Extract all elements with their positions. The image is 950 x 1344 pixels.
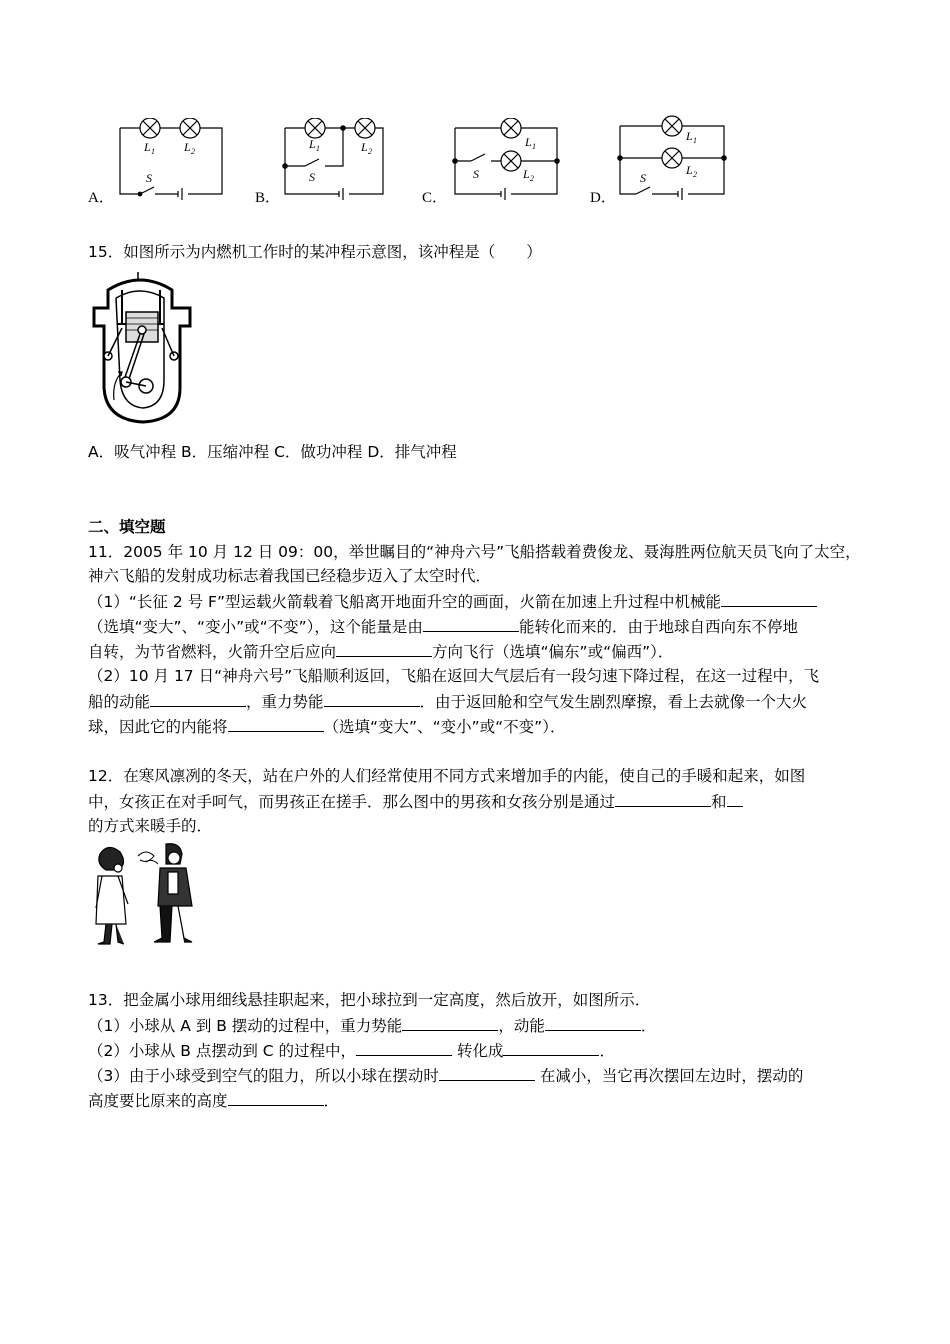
q11-part1-text: （选填“变大”、“变小”或“不变”），这个能量是由 [88, 618, 423, 636]
lamp-l1-subscript: 1 [316, 144, 320, 153]
circuit-diagram-b [275, 118, 390, 202]
answer-blank[interactable] [439, 1065, 535, 1081]
lamp-l1-label: L [686, 129, 693, 143]
lamp-l1-subscript: 1 [151, 147, 155, 156]
q13-part3 [88, 1065, 803, 1086]
q15-options: A．吸气冲程 B．压缩冲程 C．做功冲程 D．排气冲程 [88, 443, 457, 461]
option-b-label: B． [255, 190, 281, 206]
q13-part4 [88, 1090, 339, 1111]
q13-line1: 13．把金属小球用细线悬挂职起来，把小球拉到一定高度，然后放开，如图所示． [88, 991, 651, 1009]
q13-part2 [88, 1040, 615, 1061]
q11-part1-text: （1）“长征 2 号 F”型运载火箭载着飞船离开地面升空的画面，火箭在加速上升过程中机械能 [88, 593, 721, 611]
answer-blank[interactable] [615, 791, 711, 807]
lamp-l2-subscript: 2 [191, 147, 195, 156]
option-c-label: C． [422, 190, 448, 206]
q15-stem: 15．如图所示为内燃机工作时的某冲程示意图，该冲程是（ ） [88, 243, 542, 261]
q13-text: （1）小球从 A 到 B 摆动的过程中，重力势能 [88, 1017, 403, 1035]
q11-part1-line3 [88, 641, 673, 662]
engine-stroke-diagram [88, 268, 198, 430]
answer-blank[interactable] [150, 691, 246, 707]
q13-text: ． [640, 1017, 657, 1035]
q11-part2-text: （选填“变大”、“变小”或“不变”）． [323, 718, 566, 736]
q13-text: （3）由于小球受到空气的阻力，所以小球在摆动时 [88, 1067, 439, 1085]
q13-text: 高度要比原来的高度 [88, 1092, 228, 1110]
q13-text: 转化成 [456, 1042, 504, 1060]
switch-label: S [146, 171, 152, 185]
boy-girl-warming-hands-image [88, 842, 198, 947]
q11-part1-line1 [88, 591, 817, 612]
switch-label: S [473, 167, 479, 181]
option-a-label: A． [88, 190, 114, 206]
q13-text: ． [599, 1042, 615, 1060]
answer-blank[interactable] [336, 641, 432, 657]
lamp-l2-label: L [523, 167, 530, 181]
answer-blank[interactable] [228, 716, 324, 732]
q11-part2-text: ，重力势能 [246, 693, 324, 711]
circuit-diagram-a [110, 118, 230, 202]
switch-label: S [309, 170, 315, 184]
q11-part2-text: ．由于返回舱和空气发生剧烈摩擦，看上去就像一个大火 [419, 693, 808, 711]
q11-part2-text: 球，因此它的内能将 [88, 718, 228, 736]
lamp-l1-label: L [525, 135, 532, 149]
q11-part2-line2 [88, 691, 807, 712]
answer-blank[interactable] [356, 1040, 452, 1056]
q12-line3: 的方式来暖手的． [88, 817, 213, 835]
answer-blank[interactable] [324, 691, 420, 707]
q11-part1-text: 自转，为节省燃料，火箭升空后应向 [88, 643, 337, 661]
q12-line1: 12．在寒风凛冽的冬天，站在户外的人们经常使用不同方式来增加手的内能，使自己的手暖和起来，如图 [88, 767, 806, 785]
lamp-l1-subscript: 1 [532, 142, 536, 151]
lamp-l2-label: L [361, 140, 368, 154]
lamp-l2-subscript: 2 [368, 147, 372, 156]
lamp-l1-label: L [144, 140, 151, 154]
q11-part1-line2 [88, 616, 798, 637]
q11-line2: 神六飞船的发射成功标志着我国已经稳步迈入了太空时代． [88, 567, 492, 585]
q13-text: ． [323, 1092, 340, 1110]
lamp-l1-label: L [309, 137, 316, 151]
answer-blank[interactable] [545, 1015, 641, 1031]
answer-blank[interactable] [503, 1040, 599, 1056]
q11-part1-text: 方向飞行（选填“偏东”或“偏西”）． [432, 643, 674, 661]
answer-blank[interactable] [423, 616, 519, 632]
answer-blank[interactable] [727, 791, 743, 807]
q12-text: 中，女孩正在对手呵气，而男孩正在搓手．那么图中的男孩和女孩分别是通过 [88, 793, 616, 811]
circuit-diagram-c [445, 118, 565, 202]
q13-text: ，动能 [498, 1017, 545, 1035]
q11-part2-line1: （2）10 月 17 日“神舟六号”飞船顺利返回，飞船在返回大气层后有一段匀速下降过程，在这一过程中，飞 [88, 667, 820, 685]
q13-text: （2）小球从 B 点摆动到 C 的过程中， [88, 1042, 357, 1060]
q13-part1 [88, 1015, 656, 1036]
q11-part1-text: 能转化而来的．由于地球自西向东不停地 [518, 618, 798, 636]
answer-blank[interactable] [228, 1090, 324, 1106]
q12-text: 和 [711, 793, 727, 811]
switch-label: S [640, 171, 646, 185]
answer-blank[interactable] [721, 591, 817, 607]
lamp-l2-subscript: 2 [530, 174, 534, 183]
q11-line1: 11．2005 年 10 月 12 日 09：00，举世瞩目的“神舟六号”飞船搭载着费俊龙、聂海胜两位航天员飞向了太空， [88, 543, 861, 561]
q13-text: 在减小，当它再次摆回左边时，摆动的 [539, 1067, 804, 1085]
q11-part2-line3 [88, 716, 565, 737]
q11-part2-text: 船的动能 [88, 693, 151, 711]
lamp-l2-subscript: 2 [693, 170, 697, 179]
section-title: 二、填空题 [88, 518, 166, 536]
lamp-l2-label: L [686, 163, 693, 177]
lamp-l2-label: L [184, 140, 191, 154]
lamp-l1-subscript: 1 [693, 136, 697, 145]
answer-blank[interactable] [402, 1015, 498, 1031]
circuit-diagram-d [610, 112, 735, 202]
q12-line2 [88, 791, 743, 812]
option-d-label: D． [590, 190, 616, 206]
